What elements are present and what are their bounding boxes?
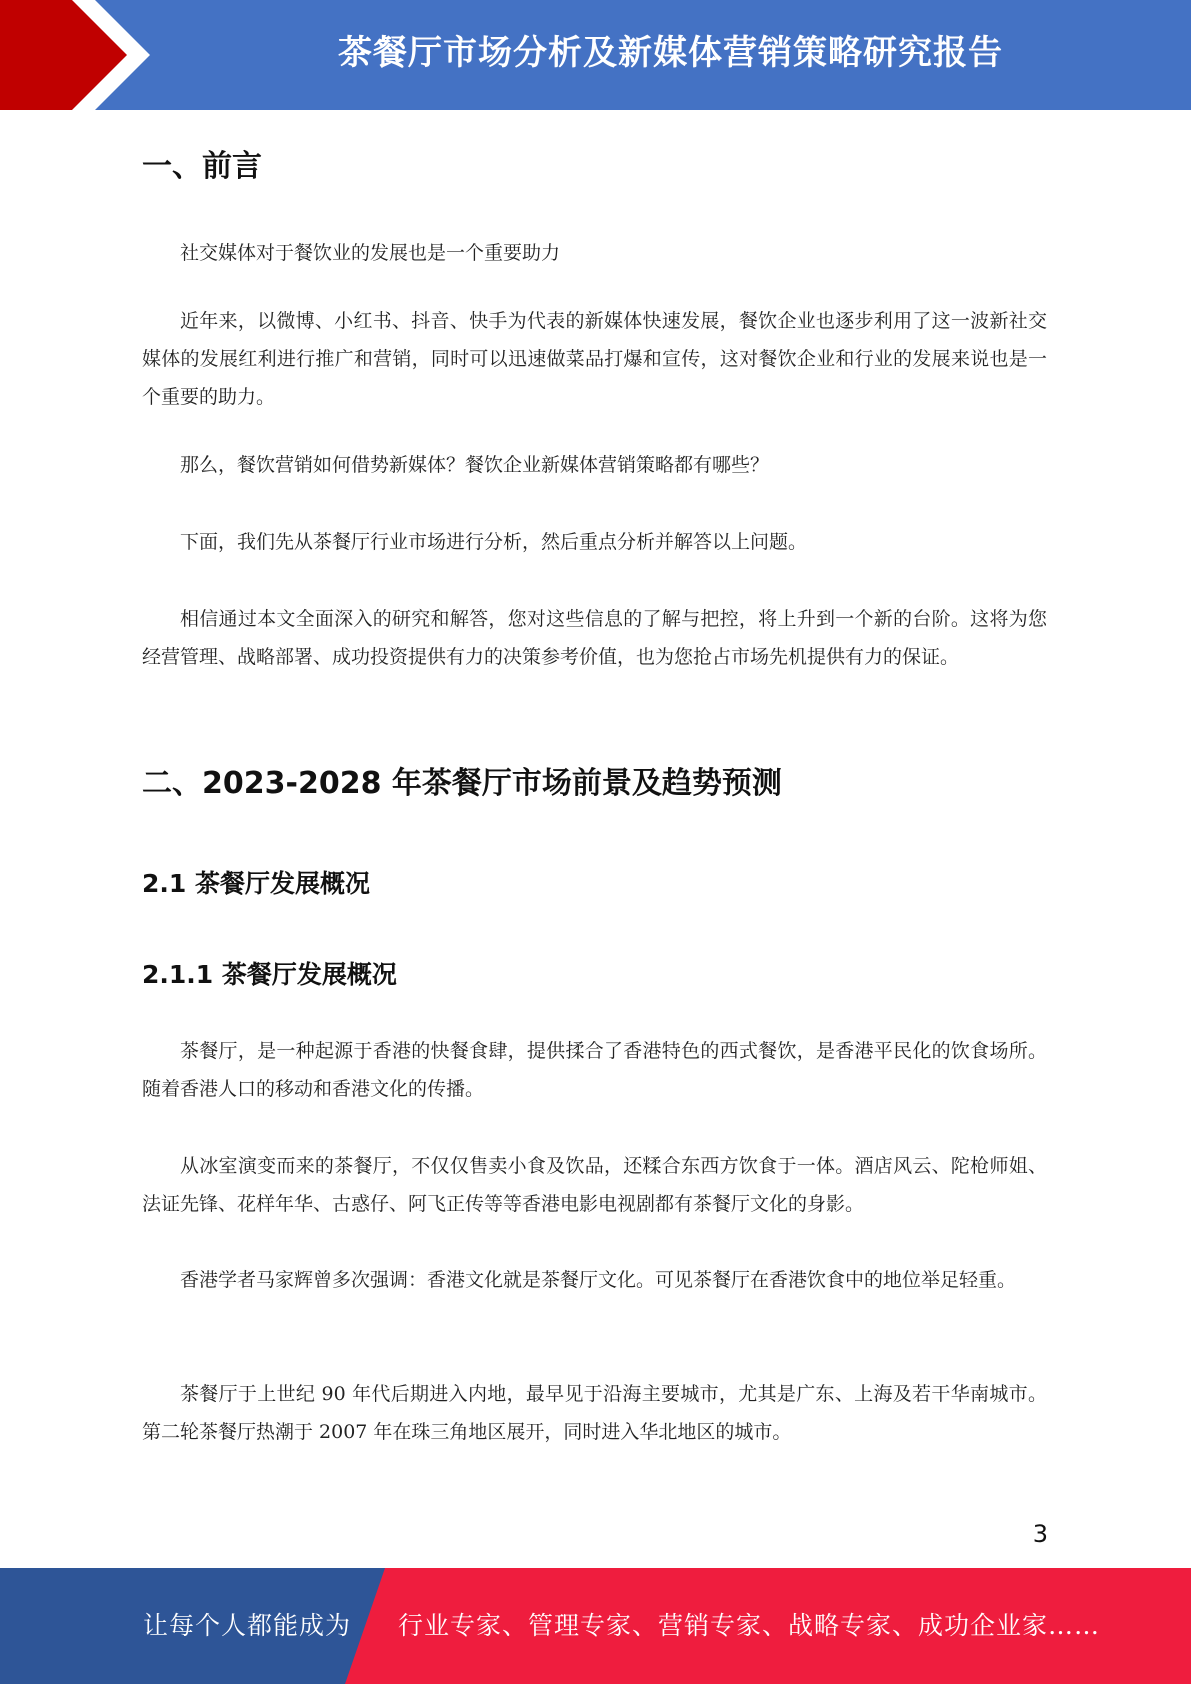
paragraph: 香港学者马家辉曾多次强调：香港文化就是茶餐厅文化。可见茶餐厅在香港饮食中的地位举足轻重。 <box>180 1269 1017 1291</box>
paragraph: 近年来，以微博、小红书、抖音、快手为代表的新媒体快速发展，餐饮企业也逐步利用了这一波新社交媒体的发展红利进行推广和营销，同时可以迅速做菜品打爆和宣传，这对餐饮企业和行业的发展来说也是一个重要的助力。 <box>142 310 1047 408</box>
page-footer <box>0 1568 1191 1684</box>
section-heading-preface: 一、前言 <box>142 149 262 184</box>
paragraph: 下面，我们先从茶餐厅行业市场进行分析，然后重点分析并解答以上问题。 <box>180 531 808 553</box>
paragraph: 茶餐厅，是一种起源于香港的快餐食肆，提供揉合了香港特色的西式餐饮，是香港平民化的饮食场所。随着香港人口的移动和香港文化的传播。 <box>142 1040 1047 1100</box>
footer-slogan-left: 让每个人都能成为 <box>143 1611 352 1640</box>
page-header <box>0 0 1191 110</box>
header-chevron-decoration <box>0 0 150 110</box>
footer-slogan-right: 行业专家、管理专家、营销专家、战略专家、成功企业家…… <box>398 1611 1101 1640</box>
paragraph: 茶餐厅于上世纪 90 年代后期进入内地，最早见于沿海主要城市，尤其是广东、上海及若干华南城市。第二轮茶餐厅热潮于 2007 年在珠三角地区展开，同时进入华北地区的城市。 <box>142 1383 1047 1443</box>
paragraph: 社交媒体对于餐饮业的发展也是一个重要助力 <box>180 242 561 264</box>
section-heading-forecast: 二、2023-2028 年茶餐厅市场前景及趋势预测 <box>142 766 782 801</box>
subsection-heading: 2.1 茶餐厅发展概况 <box>142 869 370 898</box>
subsubsection-heading: 2.1.1 茶餐厅发展概况 <box>142 960 397 989</box>
page-number: 3 <box>1032 1520 1048 1548</box>
header-title: 茶餐厅市场分析及新媒体营销策略研究报告 <box>338 33 1003 73</box>
paragraph: 相信通过本文全面深入的研究和解答，您对这些信息的了解与把控，将上升到一个新的台阶。这将为您经营管理、战略部署、成功投资提供有力的决策参考价值，也为您抢占市场先机提供有力的保证。 <box>142 608 1047 668</box>
paragraph: 从冰室演变而来的茶餐厅，不仅仅售卖小食及饮品，还糅合东西方饮食于一体。酒店风云、陀枪师姐、法证先锋、花样年华、古惑仔、阿飞正传等等香港电影电视剧都有茶餐厅文化的身影。 <box>142 1155 1047 1215</box>
paragraph: 那么，餐饮营销如何借势新媒体？餐饮企业新媒体营销策略都有哪些？ <box>180 454 770 476</box>
